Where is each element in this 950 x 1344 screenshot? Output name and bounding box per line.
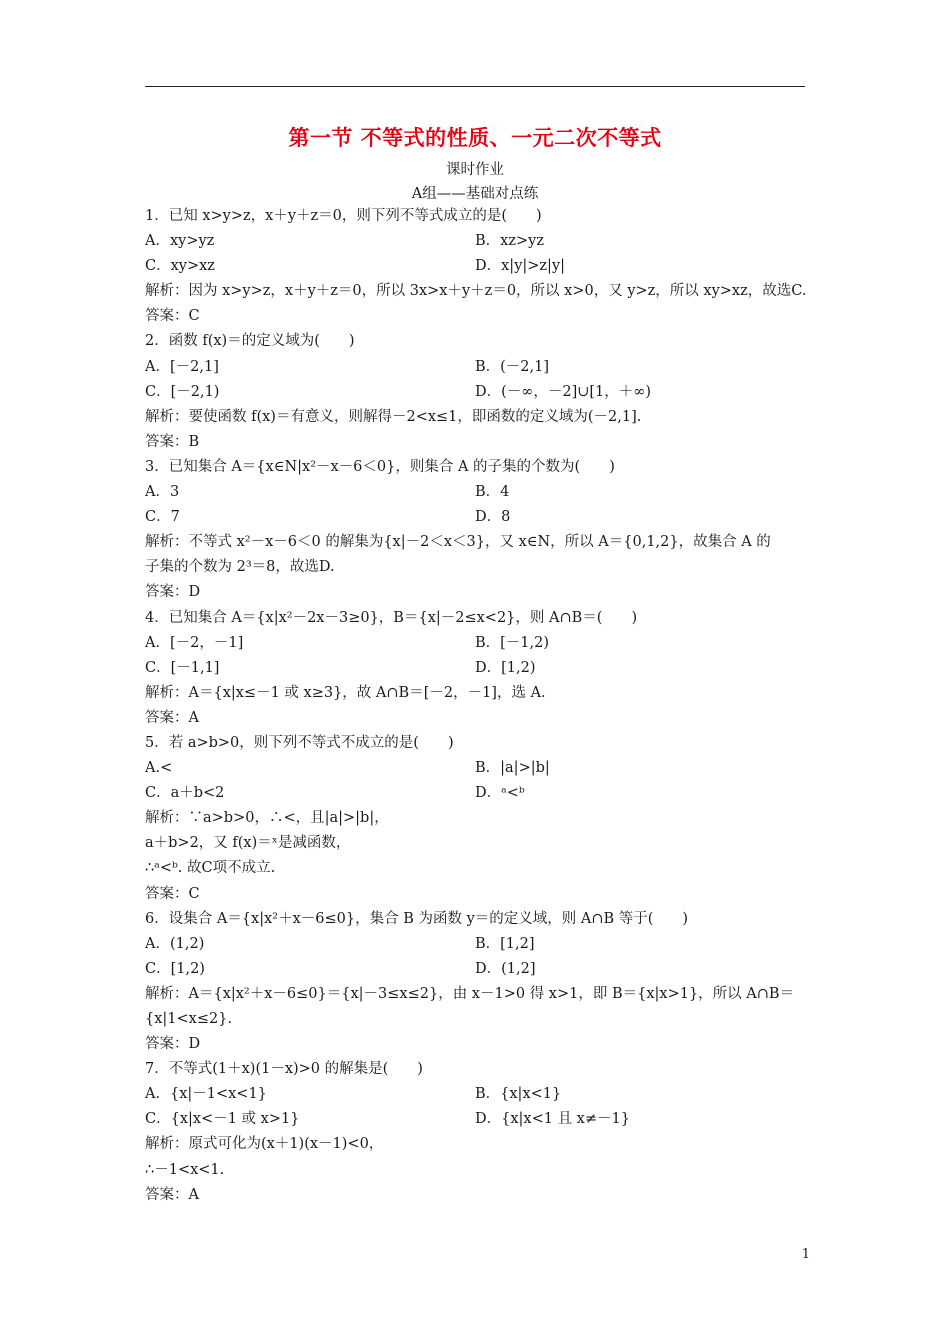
option-right: B．xz>yz bbox=[475, 233, 544, 250]
text-line: 解析：不等式 x²－x－6＜0 的解集为{x|－2＜x＜3}，又 x∈N，所以 A＝{0,1,2}，故集合 A 的 bbox=[145, 534, 771, 551]
text-line: 解析：原式可化为(x＋1)(x－1)<0， bbox=[145, 1136, 384, 1153]
option-row bbox=[145, 355, 810, 380]
text-line: ∴－1<x<1. bbox=[145, 1161, 225, 1178]
text-line: 解析：因为 x>y>z，x＋y＋z＝0，所以 3x>x＋y＋z＝0，所以 x>0，又 y>z，所以 xy>xz，故选C. bbox=[145, 283, 807, 300]
option-row bbox=[145, 480, 810, 505]
page-subtitle: 课时作业 bbox=[446, 162, 504, 178]
option-left: A.< bbox=[145, 760, 173, 777]
option-right: D．{x|x<1 且 x≠－1} bbox=[475, 1111, 630, 1128]
text-line: 解析：∵a>b>0，∴<，且|a|>|b|， bbox=[145, 810, 389, 827]
option-left: C．7 bbox=[145, 509, 180, 526]
option-right: D．(－∞，－2]∪[1，＋∞) bbox=[475, 383, 652, 400]
option-row bbox=[145, 254, 810, 279]
page-title: 第一节 不等式的性质、一元二次不等式 bbox=[288, 126, 662, 150]
option-right: B．{x|x<1} bbox=[475, 1086, 562, 1103]
option-right: B．4 bbox=[475, 484, 510, 501]
text-line: a＋b>2，又 f(x)＝ˣ是减函数， bbox=[145, 835, 351, 852]
text-line: ∴ᵃ<ᵇ. 故C项不成立. bbox=[145, 860, 276, 877]
text-line: 答案：B bbox=[145, 433, 200, 450]
option-row bbox=[145, 1082, 810, 1107]
text-line: 解析：A＝{x|x²＋x－6≤0}＝{x|－3≤x≤2}，由 x－1>0 得 x>1，即 B＝{x|x>1}，所以 A∩B＝ bbox=[145, 985, 795, 1002]
option-row bbox=[145, 781, 810, 806]
text-line: 答案：A bbox=[145, 1186, 199, 1203]
text-line: 7．不等式(1＋x)(1－x)>0 的解集是( ) bbox=[145, 1061, 423, 1078]
option-right: D．(1,2] bbox=[475, 960, 536, 977]
text-line: 答案：D bbox=[145, 584, 201, 601]
option-right: D．x|y|>z|y| bbox=[475, 258, 566, 275]
text-line: 答案：A bbox=[145, 709, 199, 726]
option-right: B．|a|>|b| bbox=[475, 760, 550, 777]
option-row bbox=[145, 380, 810, 405]
option-left: A．[－2，－1] bbox=[145, 634, 244, 651]
text-line: 解析：A＝{x|x≤－1 或 x≥3}，故 A∩B＝[－2，－1]，选 A. bbox=[145, 684, 546, 701]
text-line: {x|1<x≤2}. bbox=[145, 1011, 233, 1027]
text-line: 答案：D bbox=[145, 1036, 201, 1053]
page-number: 1 bbox=[801, 1247, 810, 1262]
text-line: 子集的个数为 2³＝8，故选D. bbox=[145, 559, 335, 576]
header-rule bbox=[145, 86, 805, 87]
option-right: B．[－1,2) bbox=[475, 634, 550, 651]
option-right: B．[1,2] bbox=[475, 935, 535, 952]
text-line: 3．已知集合 A＝{x∈N|x²－x－6＜0}，则集合 A 的子集的个数为( ) bbox=[145, 458, 615, 475]
text-line: 4．已知集合 A＝{x|x²－2x－3≥0}，B＝{x|－2≤x<2}，则 A∩B＝( ) bbox=[145, 609, 638, 626]
option-row bbox=[145, 505, 810, 530]
option-row bbox=[145, 229, 810, 254]
text-line: 解析：要使函数 f(x)＝有意义，则解得－2<x≤1，即函数的定义域为(－2,1]. bbox=[145, 408, 642, 425]
text-line: 答案：C bbox=[145, 308, 200, 325]
option-left: A．xy>yz bbox=[145, 233, 215, 250]
option-left: A．(1,2) bbox=[145, 935, 205, 952]
option-left: A．[－2,1] bbox=[145, 358, 219, 375]
option-row bbox=[145, 756, 810, 781]
option-left: C．a＋b<2 bbox=[145, 785, 225, 802]
option-left: C．[－1,1] bbox=[145, 659, 220, 676]
option-left: C．[－2,1) bbox=[145, 383, 220, 400]
option-row bbox=[145, 656, 810, 681]
text-line: 2．函数 f(x)＝的定义域为( ) bbox=[145, 333, 355, 350]
option-left: C．xy>xz bbox=[145, 258, 215, 275]
text-line: 6．设集合 A＝{x|x²＋x－6≤0}，集合 B 为函数 y＝的定义域，则 A∩B 等于( ) bbox=[145, 910, 689, 927]
option-right: D．8 bbox=[475, 509, 511, 526]
option-left: A．{x|－1<x<1} bbox=[145, 1086, 267, 1103]
option-row bbox=[145, 631, 810, 656]
option-right: D．[1,2) bbox=[475, 659, 536, 676]
question-list bbox=[145, 204, 810, 1208]
text-line: 答案：C bbox=[145, 885, 200, 902]
text-line: 1．已知 x>y>z，x＋y＋z＝0，则下列不等式成立的是( ) bbox=[145, 208, 542, 224]
option-right: B．(－2,1] bbox=[475, 358, 550, 375]
option-left: C．{x|x<－1 或 x>1} bbox=[145, 1111, 300, 1128]
text-line: 5．若 a>b>0，则下列不等式不成立的是( ) bbox=[145, 734, 454, 751]
option-row bbox=[145, 932, 810, 957]
option-left: C．[1,2) bbox=[145, 960, 205, 977]
group-label: A组——基础对点练 bbox=[411, 186, 539, 202]
option-right: D．ᵃ<ᵇ bbox=[475, 785, 525, 802]
option-left: A．3 bbox=[145, 484, 180, 501]
option-row bbox=[145, 1107, 810, 1132]
option-row bbox=[145, 957, 810, 982]
